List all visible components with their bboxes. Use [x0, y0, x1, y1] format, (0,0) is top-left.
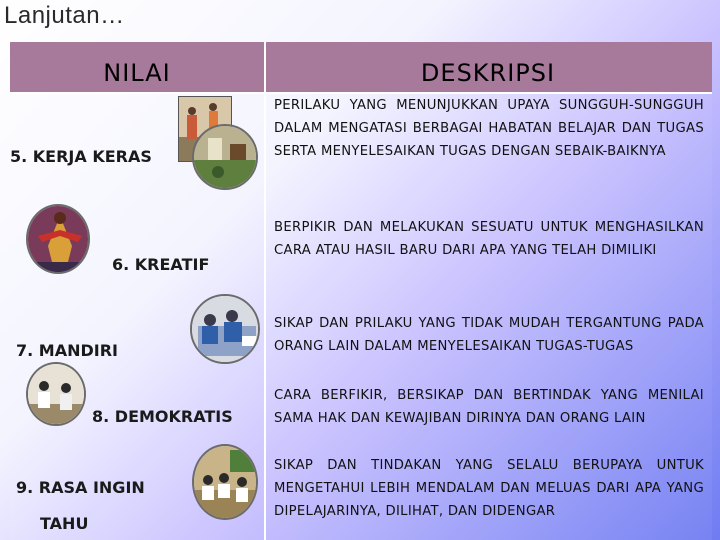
row-label-demokratis: 8. DEMOKRATIS — [92, 407, 233, 426]
row-label-kerja-keras: 5. KERJA KERAS — [10, 147, 152, 166]
header-deskripsi: DESKRIPSI — [420, 59, 556, 87]
row-description-rasa-ingin-tahu: SIKAP DAN TINDAKAN YANG SELALU BERUPAYA UNTUK MENGETAHUI LEBIH MENDALAM DAN MELUAS DARI APA YANG DIPELAJARINYA, DILIHAT, DAN DIDENGAR — [274, 458, 704, 520]
row-description-demokratis: CARA BERFIKIR, BERSIKAP DAN BERTINDAK YANG MENILAI SAMA HAK DAN KEWAJIBAN DIRINYA DAN ORANG LAIN — [274, 388, 704, 427]
row-label-kreatif: 6. KREATIF — [112, 255, 210, 274]
slide-title: Lanjutan… — [4, 2, 125, 29]
values-table — [10, 42, 712, 540]
row-label-rasa-ingin-tahu-line1: 9. RASA INGIN — [16, 478, 145, 497]
header-nilai: NILAI — [103, 59, 171, 87]
row-description-kreatif: BERPIKIR DAN MELAKUKAN SESUATU UNTUK MENGHASILKAN CARA ATAU HASIL BARU DARI APA YANG TELAH DIMILIKI — [274, 220, 704, 259]
row-label-mandiri: 7. MANDIRI — [16, 341, 118, 360]
column-divider — [264, 42, 266, 540]
row-description-mandiri: SIKAP DAN PRILAKU YANG TIDAK MUDAH TERGANTUNG PADA ORANG LAIN DALAM MENYELESAIKAN TUGAS-TUGAS — [274, 316, 704, 355]
students-in-classroom-photo-circle — [192, 124, 258, 190]
row-description-kerja-keras: PERILAKU YANG MENUNJUKKAN UPAYA SUNGGUH-SUNGGUH DALAM MENGATASI BERBAGAI HABATAN BELAJAR DAN TUGAS SERTA MENYELESAIKAN TUGAS DENGAN SEBAIK-BAIKNYA — [274, 98, 704, 160]
table-header — [10, 42, 712, 94]
students-working-photo — [190, 294, 260, 364]
row-label-rasa-ingin-tahu-line2: TAHU — [40, 514, 89, 533]
class-discussion-photo — [26, 362, 86, 426]
students-outdoor-photo — [192, 444, 258, 520]
traditional-dancer-photo — [26, 204, 90, 274]
